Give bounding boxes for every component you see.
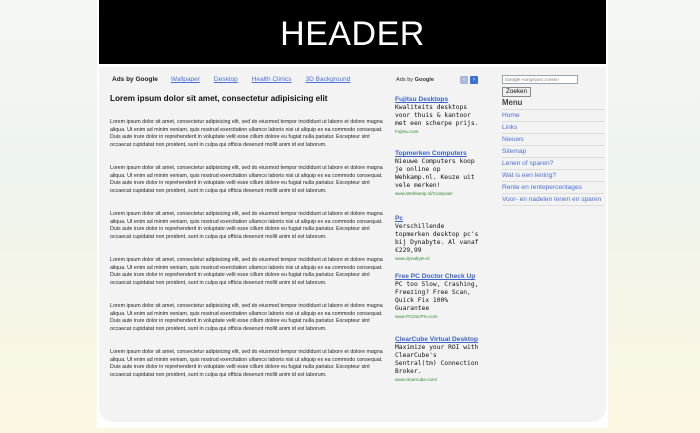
ad-title[interactable]: ClearCube Virtual Desktop	[395, 336, 479, 343]
body-paragraph: Lorem ipsum dolor sit amet, consectetur adipisicing elit, sed do eiusmod tempor incididunt ut labore et dolore magna aliqua. Ut enim ad minim veniam, quis nostrud exercitation ullamco laboris nisi ut aliquip ex ea commodo consequat. Duis aute irure dolor in reprehenderit in voluptate velit esse cillum dolore eu fugiat nulla pariatur. Excepteur sint occaecat cupidatat non proident, sunt in culpa qui officia deserunt mollit anim id est laborum.	[110, 349, 383, 378]
ad-item	[395, 150, 481, 197]
body-paragraph: Lorem ipsum dolor sit amet, consectetur adipisicing elit, sed do eiusmod tempor incididunt ut labore et dolore magna aliqua. Ut enim ad minim veniam, quis nostrud exercitation ullamco laboris nisi ut aliquip ex ea commodo consequat. Duis aute irure dolor in reprehenderit in voluptate velit esse cillum dolore eu fugiat nulla pariatur. Excepteur sint occaecat cupidatat non proident, sunt in culpa qui officia deserunt mollit anim id est laborum.	[110, 257, 383, 286]
ads-by-google-logo	[396, 77, 434, 83]
ads-by-google-label: Ads by Google	[112, 76, 158, 83]
menu-item-nieuws[interactable]: Nieuws	[502, 134, 604, 146]
sidebar	[502, 75, 604, 206]
ad-link-desktop[interactable]: Desktop	[213, 76, 238, 83]
menu-item-voor-en-nadelen[interactable]: Voor- en nadelen lenen en sparen	[502, 194, 604, 206]
ad-title[interactable]: Fujitsu Desktops	[395, 96, 449, 103]
ads-logo-brand: Google	[414, 77, 434, 83]
ad-item	[395, 96, 481, 135]
page-title: Lorem ipsum dolor sit amet, consectetur adipisicing elit	[110, 94, 328, 103]
ad-description: Verschillende topmerken desktop pc's bij Dynabyte. Al vanaf €229,99	[395, 223, 479, 254]
menu-item-home[interactable]: Home	[502, 110, 604, 122]
ad-item	[395, 336, 481, 383]
ad-link-health-clinics[interactable]: Health Clinics	[251, 76, 292, 83]
ad-url[interactable]: www.dynabyte.nl	[395, 256, 430, 261]
ad-links-bar	[112, 76, 364, 86]
ad-url[interactable]: www.clearcube.com/	[395, 377, 438, 382]
ad-item	[395, 273, 481, 320]
menu-item-sitemap[interactable]: Sitemap	[502, 146, 604, 158]
body-paragraph: Lorem ipsum dolor sit amet, consectetur adipisicing elit, sed do eiusmod tempor incididunt ut labore et dolore magna aliqua. Ut enim ad minim veniam, quis nostrud exercitation ullamco laboris nisi ut aliquip ex ea commodo consequat. Duis aute irure dolor in reprehenderit in voluptate velit esse cillum dolore eu fugiat nulla pariatur. Excepteur sint occaecat cupidatat non proident, sunt in culpa qui officia deserunt mollit anim id est laborum.	[110, 119, 383, 148]
menu-item-rente[interactable]: Rente en rentepercentages	[502, 182, 604, 194]
body-paragraph: Lorem ipsum dolor sit amet, consectetur adipisicing elit, sed do eiusmod tempor incididunt ut labore et dolore magna aliqua. Ut enim ad minim veniam, quis nostrud exercitation ullamco laboris nisi ut aliquip ex ea commodo consequat. Duis aute irure dolor in reprehenderit in voluptate velit esse cillum dolore eu fugiat nulla pariatur. Excepteur sint occaecat cupidatat non proident, sunt in culpa qui officia deserunt mollit anim id est laborum.	[110, 165, 383, 194]
site-header	[99, 0, 606, 64]
ads-logo-prefix: Ads by	[396, 77, 414, 83]
ad-description: Kwaliteits desktops voor thuis & kantoor met een scherpe prijs.	[395, 104, 479, 127]
ad-title[interactable]: Pc	[395, 215, 404, 222]
search-input[interactable]	[502, 75, 578, 84]
prev-arrow-icon[interactable]: ‹	[460, 76, 468, 84]
ad-url[interactable]: Fujitsu.com	[395, 129, 419, 134]
ad-item	[395, 215, 481, 262]
header-title: HEADER	[280, 14, 425, 53]
menu-list	[502, 109, 604, 206]
search-brand: Google	[505, 77, 521, 82]
ad-url[interactable]: www.Wehkamp.nl/Computer	[395, 191, 453, 196]
content-area	[99, 67, 606, 422]
ad-nav	[460, 76, 478, 84]
page-container	[97, 0, 608, 428]
main-column	[110, 94, 386, 378]
body-paragraph: Lorem ipsum dolor sit amet, consectetur adipisicing elit, sed do eiusmod tempor incididunt ut labore et dolore magna aliqua. Ut enim ad minim veniam, quis nostrud exercitation ullamco laboris nisi ut aliquip ex ea commodo consequat. Duis aute irure dolor in reprehenderit in voluptate velit esse cillum dolore eu fugiat nulla pariatur. Excepteur sint occaecat cupidatat non proident, sunt in culpa qui officia deserunt mollit anim id est laborum.	[110, 303, 383, 332]
ad-description: Nieuwe Computers koop je online op Wehkamp.nl. Keuze uit vele merken!	[395, 158, 475, 189]
body-paragraph: Lorem ipsum dolor sit amet, consectetur adipisicing elit, sed do eiusmod tempor incididunt ut labore et dolore magna aliqua. Ut enim ad minim veniam, quis nostrud exercitation ullamco laboris nisi ut aliquip ex ea commodo consequat. Duis aute irure dolor in reprehenderit in voluptate velit esse cillum dolore eu fugiat nulla pariatur. Excepteur sint occaecat cupidatat non proident, sunt in culpa qui officia deserunt mollit anim id est laborum.	[110, 211, 383, 240]
menu-item-lenen-of-sparen[interactable]: Lenen of sparen?	[502, 158, 604, 170]
search-button[interactable]: Zoeken	[502, 87, 531, 97]
menu-title: Menu	[502, 98, 523, 107]
menu-item-wat-is-een-lening[interactable]: Wat is een lening?	[502, 170, 604, 182]
search-placeholder: Aangepast zoeken	[521, 77, 559, 82]
ad-url[interactable]: www.PCDocPro.com	[395, 314, 438, 319]
ad-description: PC too Slow, Crashing, Freezing? Free Scan, Quick Fix 100% Guarantee	[395, 281, 479, 312]
ad-link-wallpaper[interactable]: Wallpaper	[170, 76, 200, 83]
next-arrow-icon[interactable]: ›	[470, 76, 478, 84]
ad-title[interactable]: Topmerken Computers	[395, 150, 467, 157]
ad-title[interactable]: Free PC Doctor Check Up	[395, 273, 476, 280]
ad-description: Maximize your ROI with ClearCube's Sentral(tm) Connection Broker.	[395, 344, 479, 375]
ad-link-3d-background[interactable]: 3D Background	[305, 76, 351, 83]
menu-item-links[interactable]: Links	[502, 122, 604, 134]
